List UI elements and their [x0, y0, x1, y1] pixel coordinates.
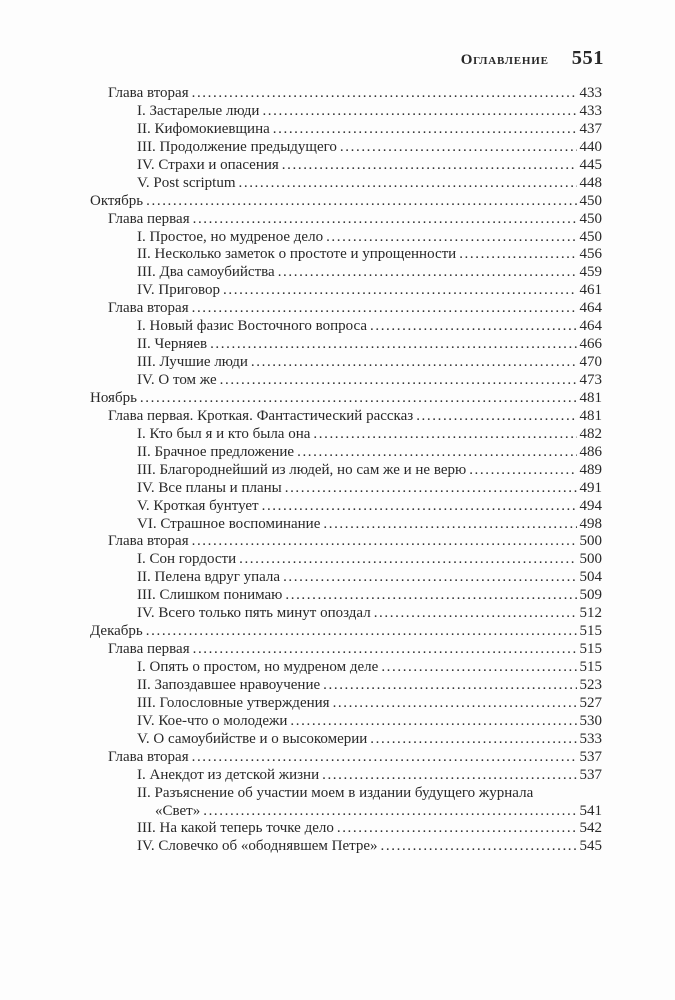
toc-entry	[90, 426, 602, 444]
toc-dot-leader	[146, 193, 576, 211]
toc-entry-page: 489	[579, 461, 602, 478]
toc-entry-page: 473	[579, 372, 602, 388]
toc-entry-label: Глава вторая	[108, 300, 189, 317]
toc-entry-label: I. Застарелые люди	[137, 102, 260, 119]
toc-entry	[90, 803, 602, 821]
toc-entry-label: III. Голословные утверждения	[137, 694, 330, 711]
toc-entry-page: 500	[579, 551, 602, 568]
toc-dot-leader	[322, 767, 576, 785]
toc-entry-page: 456	[579, 246, 602, 263]
toc-dot-leader	[192, 85, 577, 103]
toc-entry-label: V. Кроткая бунтует	[137, 497, 259, 514]
toc-entry-label: II. Пелена вдруг упала	[137, 569, 281, 586]
toc-dot-leader	[146, 623, 577, 641]
toc-entry	[90, 282, 602, 300]
toc-entry-page: 542	[579, 820, 602, 837]
toc-entry	[90, 767, 602, 785]
toc-entry-label: Глава вторая	[108, 85, 189, 101]
toc-dot-leader	[381, 838, 577, 856]
toc-entry-page: 450	[579, 210, 602, 227]
toc-entry	[90, 533, 602, 551]
toc-entry-page: 464	[579, 318, 602, 335]
toc-entry-label: I. Опять о простом, но мудреном деле	[137, 659, 379, 675]
toc-entry-label: «Свет»	[155, 802, 201, 819]
toc-dot-leader	[193, 211, 577, 229]
toc-dot-leader	[192, 533, 577, 551]
toc-entry	[90, 551, 602, 569]
toc-dot-leader	[416, 408, 576, 426]
toc-entry-label: V. О самоубийстве и о высокомерии	[137, 730, 368, 747]
toc-dot-leader	[262, 103, 576, 121]
toc-entry-page: 515	[579, 659, 602, 675]
toc-entry-page: 481	[579, 407, 602, 424]
toc-entry	[90, 516, 602, 534]
toc-entry-label: IV. Кое-что о молодежи	[137, 712, 288, 729]
toc-entry	[90, 193, 602, 211]
toc-entry	[90, 408, 602, 426]
toc-entry-page: 466	[579, 336, 602, 353]
toc-dot-leader	[326, 229, 576, 247]
toc-entry-page: 541	[579, 802, 602, 819]
toc-entry-page: 486	[579, 443, 602, 460]
toc-entry	[90, 175, 602, 193]
toc-entry-label: V. Post scriptum	[137, 174, 236, 191]
toc-dot-leader	[220, 372, 577, 390]
toc-entry-label: II. Запоздавшее нравоучение	[137, 676, 321, 693]
toc-dot-leader	[333, 695, 577, 713]
toc-dot-leader	[370, 731, 576, 749]
toc-entry-page: 509	[579, 587, 602, 604]
toc-dot-leader	[323, 677, 576, 695]
toc-entry-page: 494	[579, 497, 602, 514]
toc-entry-label: VI. Страшное воспоминание	[137, 515, 321, 532]
toc-entry-page: 515	[579, 641, 602, 658]
toc-entry-page: 545	[579, 838, 602, 855]
toc-entry-label: III. Лучшие люди	[137, 354, 248, 371]
toc-entry	[90, 103, 602, 121]
toc-entry-page: 512	[579, 605, 602, 622]
toc-entry-page: 515	[579, 623, 602, 640]
toc-dot-leader	[381, 659, 576, 677]
toc-entry	[90, 444, 602, 462]
toc-dot-leader	[290, 713, 576, 731]
toc-entry	[90, 480, 602, 498]
toc-dot-leader	[273, 121, 577, 139]
toc-entry-label: Глава вторая	[108, 533, 189, 550]
toc-entry-label: Глава первая. Кроткая. Фантастический рассказ	[108, 407, 414, 424]
toc-dot-leader	[337, 820, 577, 838]
toc-dot-leader	[323, 516, 576, 534]
toc-entry-page: 481	[579, 389, 602, 406]
toc-dot-leader	[285, 480, 577, 498]
toc-entry-label: III. Слишком понимаю	[137, 587, 283, 604]
toc-entry-label: IV. Всего только пять минут опоздал	[137, 605, 371, 622]
toc-dot-leader	[313, 426, 576, 444]
toc-entry-label: I. Сон гордости	[137, 551, 237, 568]
toc-entry-page: 433	[579, 85, 602, 101]
toc-dot-leader	[193, 641, 577, 659]
toc-dot-leader	[251, 354, 577, 372]
toc-dot-leader	[340, 139, 577, 157]
toc-dot-leader	[239, 175, 577, 193]
toc-entry	[90, 336, 602, 354]
toc-entry-label: II. Брачное предложение	[137, 443, 295, 460]
toc-entry	[90, 300, 602, 318]
toc-entry-label: I. Новый фазис Восточного вопроса	[137, 318, 367, 335]
toc-list	[90, 85, 602, 856]
toc-entry	[90, 121, 602, 139]
toc-entry	[90, 498, 602, 516]
toc-entry-page: 450	[579, 192, 602, 209]
toc-dot-leader	[283, 569, 576, 587]
toc-entry-label: III. Два самоубийства	[137, 264, 275, 281]
toc-entry	[90, 372, 602, 390]
toc-dot-leader	[192, 300, 577, 318]
toc-entry-page: 450	[579, 228, 602, 245]
toc-entry-page: 491	[579, 479, 602, 496]
toc-entry-label: IV. О том же	[137, 372, 217, 388]
running-header	[461, 47, 604, 70]
toc-entry	[90, 462, 602, 480]
toc-dot-leader	[210, 336, 576, 354]
page-title: Оглавление	[460, 52, 549, 68]
toc-entry-page: 461	[579, 282, 602, 299]
toc-dot-leader	[203, 803, 576, 821]
toc-dot-leader	[262, 498, 577, 516]
toc-entry	[90, 785, 602, 803]
toc-entry-page: 523	[579, 676, 602, 693]
toc-entry	[90, 623, 602, 641]
toc-entry-page: 530	[579, 712, 602, 729]
toc-entry-label: I. Кто был я и кто была она	[137, 425, 311, 442]
toc-entry-label: II. Разъяснение об участии моем в издании будущего журнала	[137, 784, 534, 801]
toc-entry	[90, 749, 602, 767]
toc-dot-leader	[239, 551, 576, 569]
toc-entry-page: 459	[579, 264, 602, 281]
toc-entry	[90, 677, 602, 695]
toc-dot-leader	[285, 587, 576, 605]
toc-entry-page: 445	[579, 156, 602, 173]
folio-page-number: 551	[571, 47, 604, 69]
toc-entry	[90, 229, 602, 247]
toc-entry-page: 464	[579, 300, 602, 317]
toc-entry	[90, 354, 602, 372]
toc-entry	[90, 659, 602, 677]
toc-dot-leader	[374, 605, 577, 623]
toc-entry-page: 498	[579, 515, 602, 532]
toc-entry	[90, 731, 602, 749]
toc-entry-label: III. На какой теперь точке дело	[137, 820, 334, 837]
toc-entry-label: Глава первая	[108, 641, 190, 658]
toc-entry	[90, 605, 602, 623]
toc-entry-label: Ноябрь	[90, 389, 137, 406]
toc-entry-label: II. Несколько заметок о простоте и упрощенности	[137, 246, 457, 263]
toc-entry-label: Глава вторая	[108, 748, 189, 765]
toc-entry-page: 500	[579, 533, 602, 550]
toc-entry-label: II. Черняев	[137, 336, 208, 353]
toc-entry	[90, 641, 602, 659]
toc-entry-label: Октябрь	[90, 192, 144, 209]
toc-entry-label: IV. Приговор	[137, 282, 221, 299]
toc-dot-leader	[459, 246, 576, 264]
toc-entry	[90, 569, 602, 587]
toc-entry	[90, 246, 602, 264]
toc-entry	[90, 85, 602, 103]
toc-dot-leader	[192, 749, 577, 767]
toc-entry-label: III. Продолжение предыдущего	[137, 138, 337, 155]
toc-entry-page: 504	[579, 569, 602, 586]
toc-dot-leader	[282, 157, 577, 175]
toc-entry	[90, 390, 602, 408]
toc-entry-page: 482	[579, 425, 602, 442]
toc-entry-page: 440	[579, 138, 602, 155]
toc-entry	[90, 211, 602, 229]
toc-entry-page: 433	[579, 102, 602, 119]
toc-entry-label: Декабрь	[90, 623, 143, 640]
toc-dot-leader	[140, 390, 577, 408]
toc-entry	[90, 695, 602, 713]
toc-entry	[90, 157, 602, 175]
toc-entry	[90, 713, 602, 731]
toc-entry	[90, 838, 602, 856]
toc-dot-leader	[469, 462, 576, 480]
toc-entry-label: I. Анекдот из детской жизни	[137, 766, 320, 783]
toc-entry-label: Глава первая	[108, 210, 190, 227]
toc-entry-label: IV. Все планы и планы	[137, 479, 282, 496]
toc-entry-label: I. Простое, но мудреное дело	[137, 228, 324, 245]
toc-entry	[90, 318, 602, 336]
toc-entry-page: 437	[579, 120, 602, 137]
toc-entry-page: 448	[579, 174, 602, 191]
toc-entry-page: 533	[579, 730, 602, 747]
toc-entry-label: II. Кифомокиевщина	[137, 120, 270, 137]
toc-entry	[90, 820, 602, 838]
toc-entry-page: 527	[579, 694, 602, 711]
toc-dot-leader	[297, 444, 576, 462]
toc-entry-page: 470	[579, 354, 602, 371]
toc-entry	[90, 139, 602, 157]
toc-dot-leader	[370, 318, 577, 336]
toc-entry	[90, 587, 602, 605]
toc-entry-page: 537	[579, 748, 602, 765]
toc-dot-leader	[278, 264, 577, 282]
toc-dot-leader	[223, 282, 576, 300]
toc-entry	[90, 264, 602, 282]
toc-entry-label: IV. Страхи и опасения	[137, 156, 279, 173]
toc-entry-page: 537	[579, 766, 602, 783]
toc-entry-label: IV. Словечко об «ободнявшем Петре»	[137, 838, 378, 855]
toc-entry-label: III. Благороднейший из людей, но сам же и не верю	[137, 461, 467, 478]
